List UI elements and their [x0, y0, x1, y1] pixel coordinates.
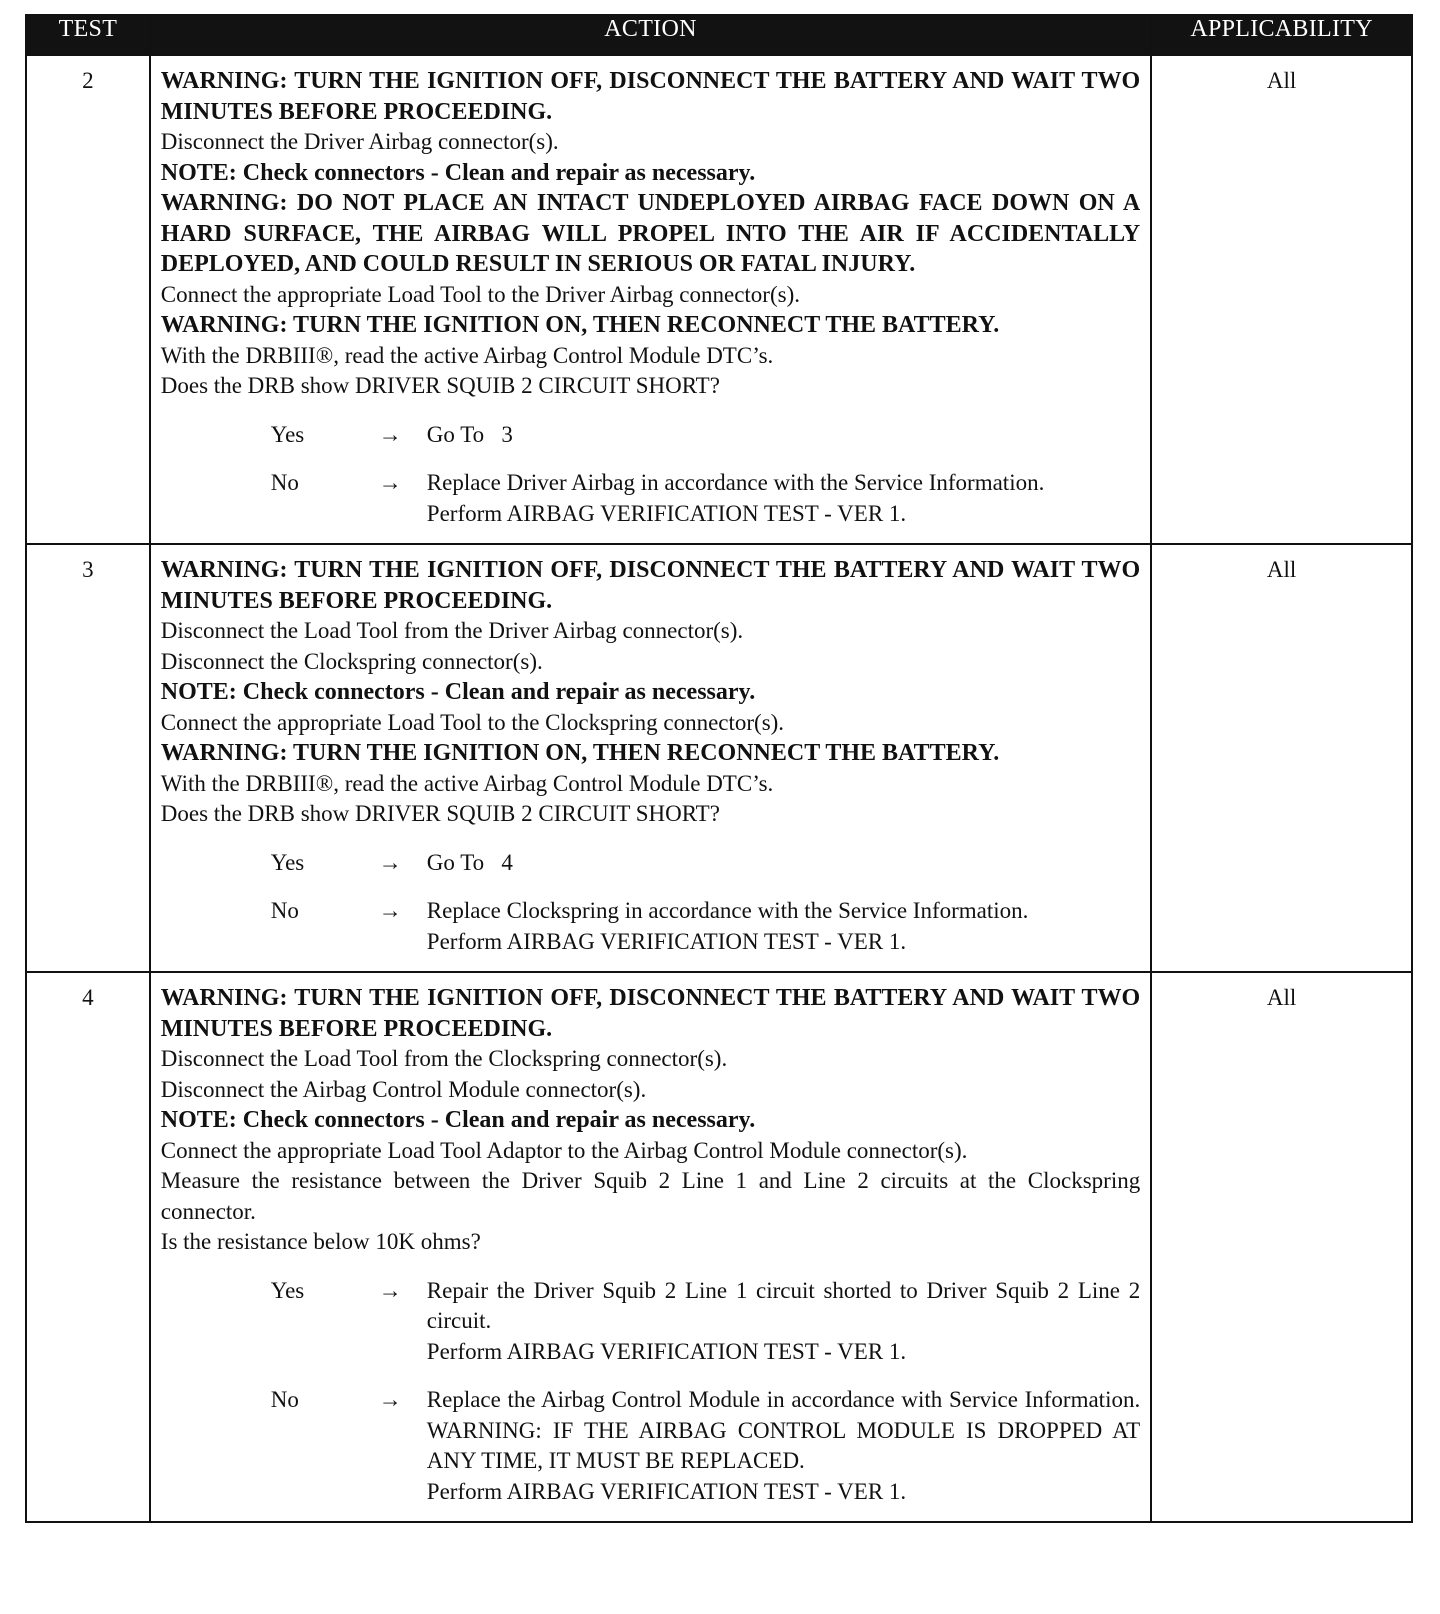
answer-no [270, 1385, 1146, 1507]
table-row [26, 55, 1412, 544]
answer-no-label: No [270, 898, 299, 923]
applicability-value: All [1151, 55, 1412, 544]
header-test: TEST [26, 15, 150, 55]
right-arrow-icon: → [378, 1387, 402, 1412]
answer-yes-label: Yes [270, 421, 305, 447]
answer-block [161, 1276, 1146, 1508]
action-cell [150, 544, 1151, 972]
right-arrow-icon: → [378, 849, 402, 875]
test-number: 4 [26, 972, 150, 1522]
answer-yes [271, 848, 1140, 879]
right-arrow-icon: → [378, 898, 402, 923]
answer-yes-label: Yes [270, 849, 305, 875]
table-row [26, 972, 1412, 1522]
applicability-value: All [1151, 972, 1412, 1522]
answer-yes [270, 1276, 1146, 1368]
answer-yes [271, 420, 1140, 451]
instruction-text: Disconnect the Driver Airbag connector(s). [160, 129, 559, 154]
answer-no-text [427, 896, 1140, 957]
diagnostic-test-table [25, 14, 1413, 1523]
warning-text: WARNING: DO NOT PLACE AN INTACT UNDEPLOYED AIRBAG FACE DOWN ON A HARD SURFACE, THE AIRBAG WILL PROPEL INTO THE AIR IF ACCIDENTALLY DEPLOYED, AND COULD RESULT IN SERIOUS OR FATAL INJURY. [160, 190, 1141, 277]
warning-text: NOTE: Check connectors - Clean and repair as necessary. [160, 679, 756, 705]
instruction-text: Does the DRB show DRIVER SQUIB 2 CIRCUIT SHORT? [160, 801, 720, 826]
answer-line: Perform AIRBAG VERIFICATION TEST - VER 1. [426, 500, 907, 526]
warning-text: WARNING: TURN THE IGNITION ON, THEN RECONNECT THE BATTERY. [160, 740, 1000, 766]
answer-no-text [427, 468, 1140, 529]
answer-line: Replace Driver Airbag in accordance with the Service Information. [426, 470, 1045, 495]
answer-no [271, 896, 1140, 957]
answer-block [161, 420, 1140, 530]
instruction-text: Is the resistance below 10K ohms? [160, 1229, 481, 1254]
answer-line: Perform AIRBAG VERIFICATION TEST - VER 1. [426, 1338, 907, 1364]
answer-line: Perform AIRBAG VERIFICATION TEST - VER 1. [426, 1478, 907, 1504]
action-cell [150, 55, 1151, 544]
answer-no-text [426, 1385, 1146, 1507]
table-row [26, 544, 1412, 972]
instruction-text: Connect the appropriate Load Tool Adaptor to the Airbag Control Module connector(s). [160, 1137, 968, 1163]
answer-line: Replace Clockspring in accordance with the Service Information. [426, 898, 1029, 923]
answer-no [271, 468, 1140, 529]
answer-block [161, 848, 1140, 958]
right-arrow-icon: → [378, 1277, 402, 1303]
answer-line: Go To 4 [426, 849, 513, 875]
instruction-text: Connect the appropriate Load Tool to the Clockspring connector(s). [160, 709, 785, 735]
instruction-text: Disconnect the Load Tool from the Driver Airbag connector(s). [160, 618, 744, 643]
warning-text: WARNING: TURN THE IGNITION OFF, DISCONNECT THE BATTERY AND WAIT TWO MINUTES BEFORE PROCEEDING. [160, 68, 1141, 125]
answer-yes-text [427, 420, 1140, 451]
warning-text: WARNING: TURN THE IGNITION OFF, DISCONNECT THE BATTERY AND WAIT TWO MINUTES BEFORE PROCEEDING. [160, 557, 1141, 614]
header-applicability: APPLICABILITY [1151, 15, 1412, 55]
answer-line: Repair the Driver Squib 2 Line 1 circuit shorted to Driver Squib 2 Line 2 circuit. [426, 1277, 1146, 1333]
instruction-text: Disconnect the Clockspring connector(s). [160, 648, 543, 674]
right-arrow-icon: → [378, 421, 402, 447]
answer-line: Go To 3 [426, 421, 513, 447]
instruction-text: Does the DRB show DRIVER SQUIB 2 CIRCUIT SHORT? [160, 373, 720, 398]
header-action: ACTION [150, 15, 1151, 55]
warning-text: NOTE: Check connectors - Clean and repair as necessary. [160, 159, 756, 186]
answer-yes-text [426, 1276, 1146, 1368]
warning-text: WARNING: TURN THE IGNITION OFF, DISCONNECT THE BATTERY AND WAIT TWO MINUTES BEFORE PROCEEDING. [160, 985, 1141, 1042]
answer-yes-text [427, 848, 1140, 879]
instruction-text: Measure the resistance between the Driver Squib 2 Line 1 and Line 2 circuits at the Clockspring connector. [160, 1168, 1141, 1224]
right-arrow-icon: → [378, 470, 402, 495]
table-header-row [26, 15, 1412, 55]
answer-no-label: No [270, 470, 299, 495]
answer-line: Replace the Airbag Control Module in accordance with Service Information. WARNING: IF THE AIRBAG CONTROL MODULE IS DROPPED AT ANY TIME, IT MUST BE REPLACED. [426, 1387, 1146, 1473]
instruction-text: With the DRBIII®, read the active Airbag Control Module DTC’s. [160, 770, 774, 796]
warning-text: NOTE: Check connectors - Clean and repair as necessary. [160, 1107, 756, 1133]
table-body [26, 55, 1412, 1522]
answer-no-label: No [270, 1387, 299, 1412]
answer-line: Perform AIRBAG VERIFICATION TEST - VER 1. [426, 928, 907, 954]
instruction-text: With the DRBIII®, read the active Airbag Control Module DTC’s. [160, 342, 774, 368]
action-cell [150, 972, 1151, 1522]
instruction-text: Disconnect the Load Tool from the Clockspring connector(s). [160, 1046, 728, 1071]
warning-text: WARNING: TURN THE IGNITION ON, THEN RECONNECT THE BATTERY. [160, 312, 1000, 338]
test-number: 3 [26, 544, 150, 972]
instruction-text: Connect the appropriate Load Tool to the Driver Airbag connector(s). [160, 281, 800, 307]
applicability-value: All [1151, 544, 1412, 972]
test-number: 2 [26, 55, 150, 544]
answer-yes-label: Yes [270, 1277, 305, 1303]
instruction-text: Disconnect the Airbag Control Module connector(s). [160, 1076, 647, 1102]
